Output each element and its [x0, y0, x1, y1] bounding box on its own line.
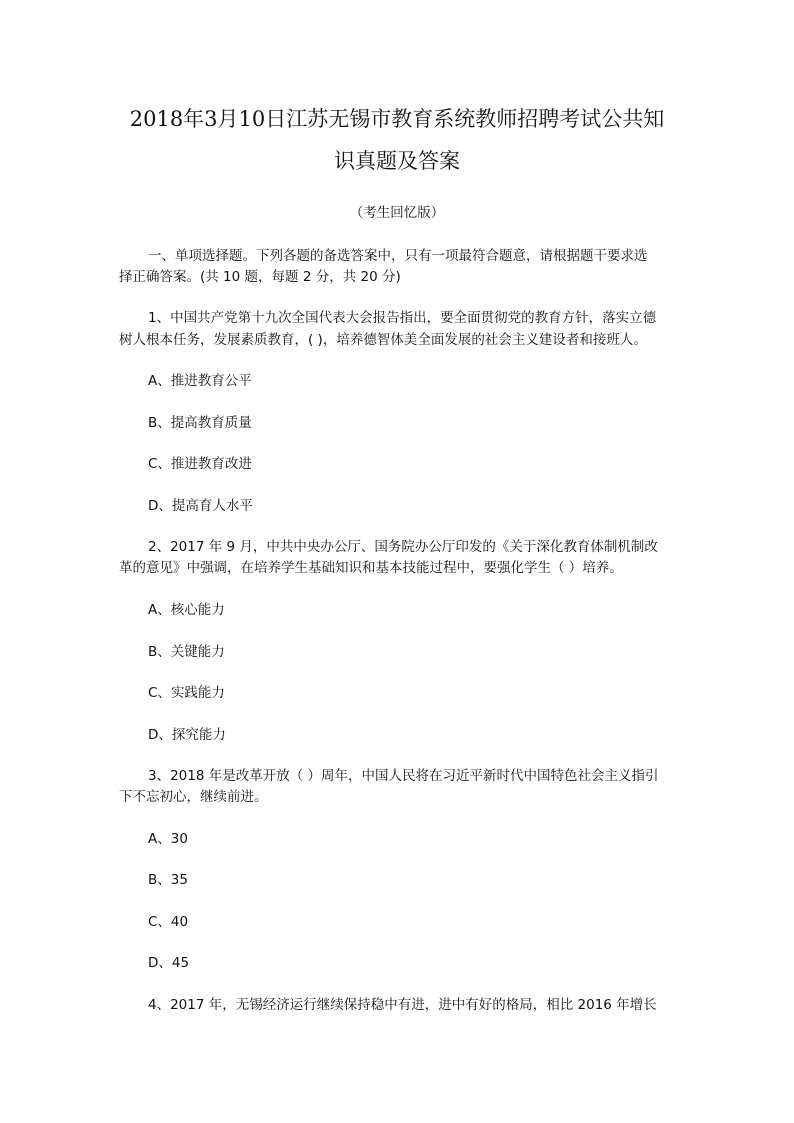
section-heading-line-2: 择正确答案。(共 10 题，每题 2 分，共 20 分) [119, 269, 401, 285]
question-2-line-2: 革的意见》中强调，在培养学生基础知识和基本技能过程中，要强化学生（ ）培养。 [119, 560, 623, 576]
question-1-line-2: 树人根本任务，发展素质教育，( )，培养德智体美全面发展的社会主义建设者和接班人。 [119, 332, 647, 348]
question-3-line-1: 3、2018 年是改革开放（ ）周年，中国人民将在习近平新时代中国特色社会主义指引 [148, 768, 659, 784]
question-3-option-b: B、35 [148, 872, 188, 888]
question-2-option-d: D、探究能力 [148, 727, 226, 743]
question-3-option-a: A、30 [148, 831, 188, 847]
question-1-option-b: B、提高教育质量 [148, 415, 252, 431]
question-1-option-c: C、推进教育改进 [148, 456, 252, 472]
document-title-line-1: 2018年3月10日江苏无锡市教育系统教师招聘考试公共知 [129, 107, 665, 131]
question-2-option-c: C、实践能力 [148, 685, 225, 701]
document-subtitle: （考生回忆版） [349, 205, 445, 221]
question-1-option-d: D、提高育人水平 [148, 498, 253, 514]
question-2-option-a: A、核心能力 [148, 602, 225, 618]
question-1-option-a: A、推进教育公平 [148, 373, 252, 389]
question-3-line-2: 下不忘初心，继续前进。 [119, 789, 268, 805]
question-2-option-b: B、关键能力 [148, 644, 225, 660]
question-3-option-d: D、45 [148, 955, 190, 971]
question-2-line-1: 2、2017 年 9 月，中共中央办公厅、国务院办公厅印发的《关于深化教育体制机制改 [148, 539, 658, 555]
question-3-option-c: C、40 [148, 914, 189, 930]
document-title-line-2: 识真题及答案 [334, 149, 460, 173]
question-4-line-1: 4、2017 年，无锡经济运行继续保持稳中有进，进中有好的格局，相比 2016 年增长 [148, 997, 657, 1013]
question-1-line-1: 1、中国共产党第十九次全国代表大会报告指出，要全面贯彻党的教育方针，落实立德 [148, 310, 657, 326]
section-heading-line-1: 一、单项选择题。下列各题的备选答案中，只有一项最符合题意，请根据题干要求选 [148, 248, 648, 264]
